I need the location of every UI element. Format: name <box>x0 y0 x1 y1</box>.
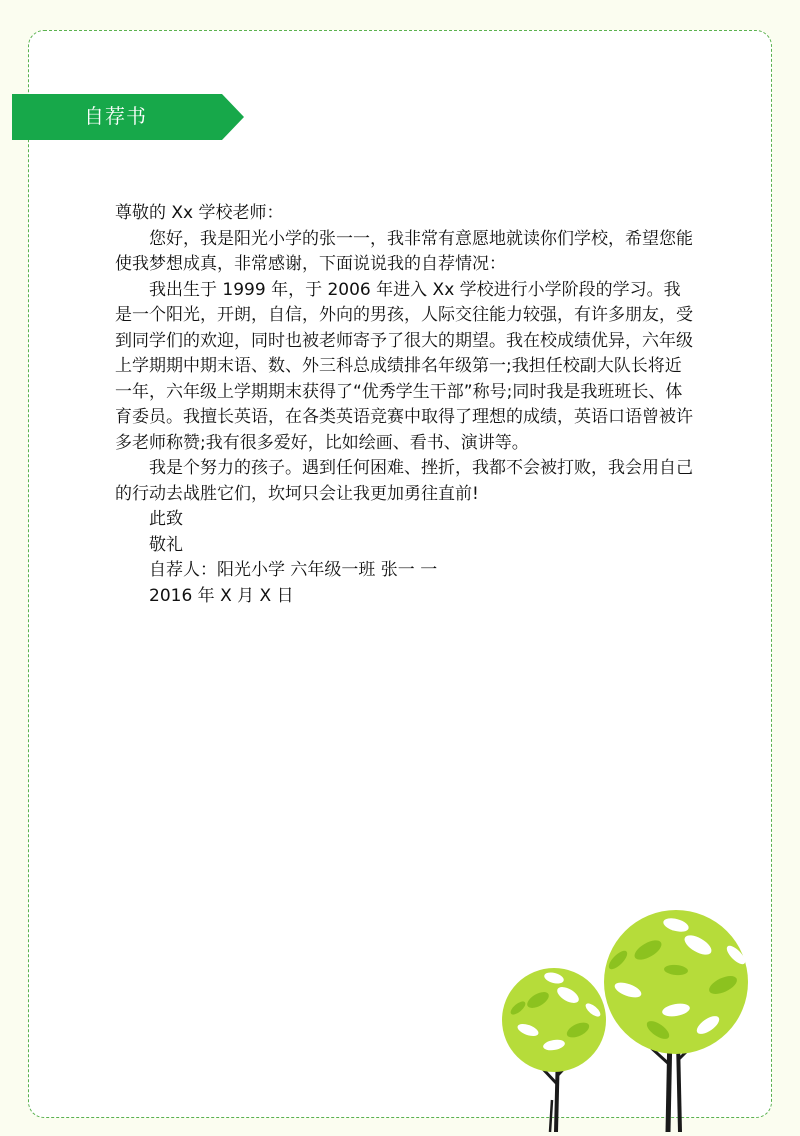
small-tree-icon <box>502 968 606 1132</box>
date-line: 2016 年 X 月 X 日 <box>149 585 294 606</box>
paragraph-conclusion: 我是个努力的孩子。遇到任何困难、挫折，我都不会被打败，我会用自己的行动去战胜它们，坎坷只会让我更加勇往直前! <box>115 458 693 504</box>
salutation: 尊敬的 Xx 学校老师： <box>115 203 284 223</box>
tree-illustration-icon <box>498 900 758 1132</box>
paragraph-intro: 您好，我是阳光小学的张一一，我非常有意愿地就读你们学校，希望您能使我梦想成真，非常感谢，下面说说我的自荐情况： <box>115 228 693 274</box>
paragraph-details: 我出生于 1999 年，于 2006 年进入 Xx 学校进行小学阶段的学习。我是一个阳光，开朗，自信，外向的男孩，人际交往能力较强，有许多朋友，受到同学们的欢迎，同时也被老师寄予了很大的期望。我在校成绩优异，六年级上学期期中期末语、数、外三科总成绩排名年级第一;我担任校副大队长将近一年，六年级上学期期末获得了“优秀学生干部”称号;同时我是我班班长、体育委员。我擅长英语，在各类英语竞赛中取得了理想的成绩，英语口语曾被许多老师称赞;我有很多爱好，比如绘画、看书、演讲等。 <box>115 279 693 453</box>
closing-line-2: 敬礼 <box>149 534 183 555</box>
large-tree-icon <box>604 910 748 1132</box>
signature: 自荐人：阳光小学 六年级一班 张一 一 <box>149 560 438 580</box>
letter-body <box>115 201 695 609</box>
closing-line-1: 此致 <box>149 509 183 529</box>
page-title: 自荐书 <box>84 104 147 128</box>
title-ribbon <box>12 94 244 140</box>
